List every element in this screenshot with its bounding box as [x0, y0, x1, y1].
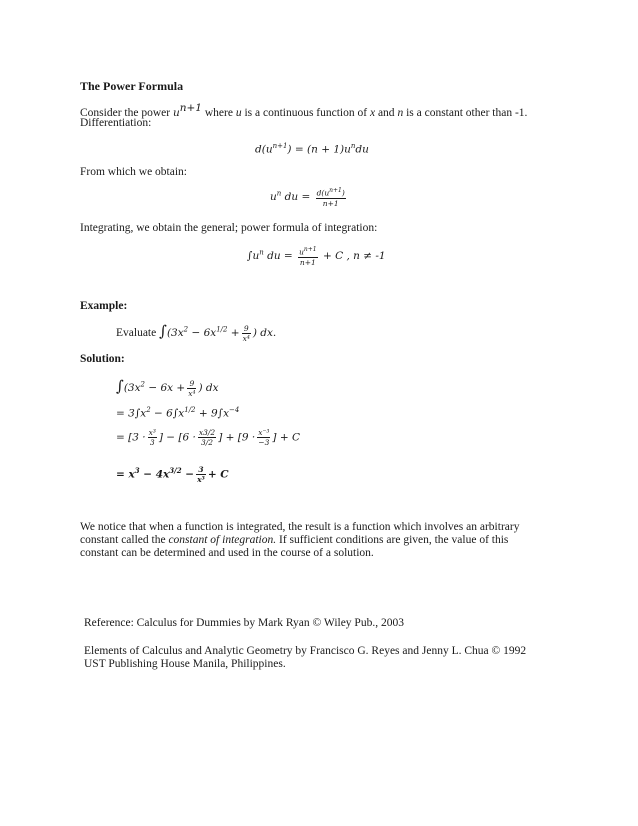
eq2-lhs: u: [270, 190, 277, 203]
from-which-text: From which we obtain:: [80, 166, 187, 178]
sol3-fraction-1: [148, 428, 157, 447]
example-expression: [116, 322, 276, 343]
sol4-exp-2: 3/2: [169, 466, 182, 475]
eq1-lhs-exponent: n+1: [272, 142, 288, 150]
equation-power-formula: [247, 245, 386, 267]
eq2-mid: du =: [284, 190, 311, 203]
solution-step-3: [116, 428, 300, 447]
sol2-exp-2: 1/2: [184, 406, 196, 414]
intro-text-3: is a continuous function of: [241, 106, 370, 119]
intro-var-u: u: [235, 106, 242, 119]
intro-text-5: is a constant other than -1.: [403, 106, 528, 119]
evaluate-exp-2: 1/2: [216, 325, 228, 334]
eq1-lhs: d(u: [255, 143, 273, 156]
solution-step-4: [116, 465, 229, 484]
sol4-denominator: x³: [197, 475, 205, 484]
evaluate-plus: +: [227, 327, 240, 339]
reference-1: Reference: Calculus for Dummies by Mark Ryan © Wiley Pub., 2003: [84, 617, 404, 629]
solution-step-2: [116, 406, 239, 420]
sol2-term-3: + 9∫x: [195, 407, 230, 420]
eq3-numerator: [298, 245, 318, 258]
integrating-text: Integrating, we obtain the general; power formula of integration:: [80, 222, 378, 234]
eq1-tail: du: [355, 143, 369, 156]
sol3-f3-numerator: x⁻³: [258, 428, 270, 437]
notice-text-1: We notice that when a function is integrated, the result is a function which involves an arbitrary constant called the: [80, 521, 520, 546]
evaluate-term-1: (3x: [166, 327, 184, 339]
sol3-f3-denominator: −3: [258, 438, 270, 447]
eq3-tail: + C , n ≠ -1: [322, 249, 386, 262]
sol2-term-1: = 3∫x: [116, 407, 147, 420]
sol2-exp-1: 2: [146, 406, 151, 414]
eq3-num-text: u: [299, 247, 304, 257]
notice-text-2: If sufficient conditions are given, the value of this constant can be determined and used in the course of a solution.: [80, 534, 509, 559]
sol3-part-2: ] − [6 ·: [158, 431, 196, 444]
intro-power-exponent: n+1: [179, 102, 202, 114]
sol2-exp-3: −4: [229, 406, 240, 414]
eq1-rhs: ) = (n + 1)u: [287, 143, 351, 156]
eq2-numerator: [316, 186, 346, 199]
sol3-part-3: ] + [9 ·: [218, 431, 256, 444]
intro-var-x: x: [369, 106, 376, 119]
solution-label: Solution:: [80, 353, 125, 365]
eq3-lhs: ∫u: [247, 249, 260, 262]
eq3-mid: du =: [267, 249, 293, 262]
notice-paragraph: [80, 521, 542, 560]
sol3-f1-denominator: 3: [149, 438, 155, 447]
intro-power-base: u: [172, 106, 180, 119]
sol1-denominator: x⁴: [188, 388, 196, 398]
differentiation-label: Differentiation:: [80, 117, 152, 129]
sol4-exp-1: 3: [134, 466, 140, 475]
eq2-num-text: d(u: [316, 188, 330, 198]
sol3-f1-numerator: x³: [148, 428, 156, 437]
sol1-exp-1: 2: [140, 380, 145, 389]
sol3-f2-numerator: x3/2: [198, 428, 216, 437]
intro-text-2: where: [201, 106, 236, 119]
sol3-f2-denominator: 3/2: [200, 438, 214, 447]
intro-var-n: n: [397, 106, 404, 119]
sol3-part-1: = [3 ·: [116, 431, 146, 444]
sol3-part-4: ] + C: [272, 431, 301, 444]
example-label: Example:: [80, 300, 128, 312]
evaluate-denominator: x⁴: [242, 333, 250, 343]
eq3-lhs-exponent: n: [259, 248, 264, 257]
reference-2: Elements of Calculus and Analytic Geometry by Francisco G. Reyes and Jenny L. Chua © 1992 UST Publishing House Manila, Philippines.: [84, 645, 527, 670]
sol3-fraction-3: [257, 428, 270, 447]
eq2-denominator: n+1: [322, 198, 339, 208]
sol1-integral-sign: ∫: [116, 377, 124, 395]
eq2-fraction: [316, 186, 346, 208]
evaluate-term-2: − 6x: [188, 327, 217, 339]
notice-emphasis: constant of integration.: [168, 534, 277, 546]
eq3-num-exponent: n+1: [303, 246, 317, 253]
evaluate-fraction: [242, 324, 251, 343]
sol3-fraction-2: [198, 428, 216, 447]
solution-step-1: [116, 377, 219, 398]
sol4-fraction: [196, 465, 206, 484]
equation-solved: [270, 186, 348, 208]
sol4-term-2: − 4x: [139, 468, 170, 481]
evaluate-tail: ) dx.: [252, 327, 277, 339]
eq2-num-exponent: n+1: [329, 187, 342, 194]
sol4-minus: −: [181, 468, 195, 481]
sol1-numerator: 9: [187, 379, 196, 389]
evaluate-integral-sign: ∫: [159, 322, 167, 340]
sol1-term-1: (3x: [123, 382, 141, 394]
section-heading: The Power Formula: [80, 79, 184, 93]
sol4-tail: + C: [207, 468, 229, 481]
evaluate-exp-1: 2: [183, 325, 189, 334]
eq2-lhs-exponent: n: [276, 189, 282, 198]
sol1-fraction: [187, 379, 196, 398]
evaluate-numerator: 9: [242, 324, 251, 334]
eq3-fraction: [298, 245, 318, 267]
intro-text-4: and: [375, 106, 398, 119]
intro-text-1: Consider the power: [80, 106, 173, 119]
eq2-num-close: ): [341, 188, 345, 198]
sol4-numerator: 3: [196, 465, 206, 475]
sol1-term-2: − 6x +: [145, 382, 186, 394]
eq3-denominator: n+1: [299, 257, 316, 267]
eq1-rhs-exponent: n: [350, 142, 356, 150]
evaluate-word: Evaluate: [116, 327, 157, 339]
sol1-tail: ) dx: [198, 382, 219, 394]
sol2-term-2: − 6∫x: [150, 407, 185, 420]
equation-derivative: [255, 142, 369, 156]
sol4-term-1: = x: [116, 468, 135, 481]
